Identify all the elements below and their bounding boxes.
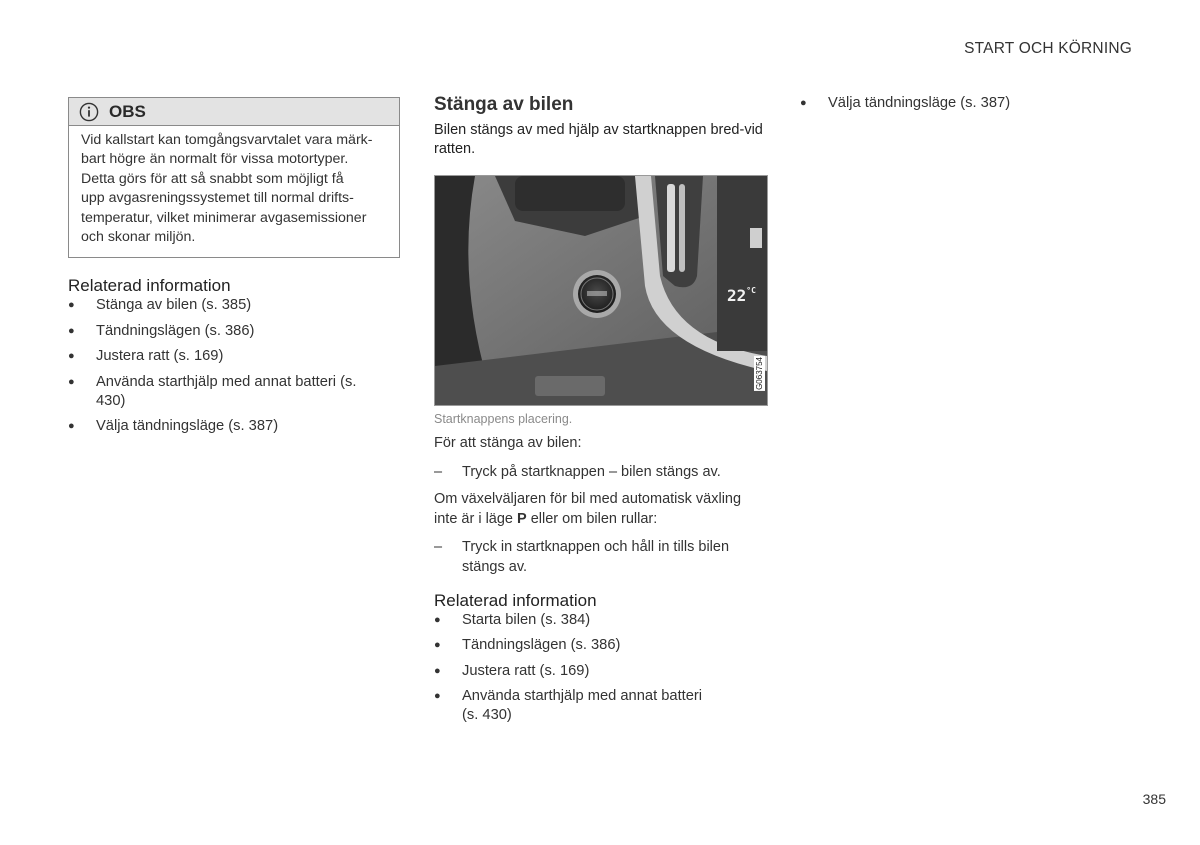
note-text: [69, 126, 399, 257]
section-title: Stänga av bilen: [434, 94, 574, 115]
note-line: upp avgasreningssystemet till normal drifts-: [81, 190, 354, 207]
left-column: [68, 97, 400, 442]
temperature-unit: °C: [746, 286, 756, 295]
related-link[interactable]: ● Starta bilen (s. 384): [434, 611, 768, 630]
related-link[interactable]: ● Välja tändningsläge (s. 387): [68, 417, 400, 436]
note-line: Detta görs för att så snabbt som möjligt få: [81, 170, 344, 187]
note-header: [69, 98, 399, 126]
lead-text: Bilen stängs av med hjälp av startknappen bred-vid ratten.: [434, 122, 763, 157]
condition-text: [434, 490, 768, 529]
info-icon: [79, 102, 99, 122]
related-link[interactable]: ● Välja tändningsläge (s. 387): [800, 94, 1130, 113]
start-button-photo: [434, 175, 768, 406]
related-link[interactable]: ● Tändningslägen (s. 386): [434, 636, 768, 655]
instruction-intro: För att stänga av bilen:: [434, 435, 582, 451]
condition-text-part: eller om bilen rullar:: [526, 510, 658, 527]
gear-position: P: [517, 510, 527, 527]
note-line: Vid kallstart kan tomgångsvarvtalet vara märk-: [81, 132, 373, 148]
related-link[interactable]: ● Använda starthjälp med annat batteri (s. 430): [68, 373, 366, 411]
image-code: G063754: [755, 357, 764, 390]
related-info-list: [68, 296, 400, 436]
condition-text-part: Om växelväljaren för bil med automatisk växling inte är i läge: [434, 491, 742, 527]
related-info-heading: Relaterad information: [434, 591, 597, 610]
related-info-heading: Relaterad information: [68, 276, 231, 296]
page-number: 385: [1142, 791, 1166, 807]
related-link[interactable]: ● Använda starthjälp med annat batteri (s. 430): [434, 687, 722, 725]
note-line: temperatur, vilket minimerar avgasemissioner: [81, 209, 367, 226]
middle-column: [434, 94, 768, 732]
right-column: [800, 94, 1130, 119]
related-link[interactable]: ● Tändningslägen (s. 386): [68, 322, 400, 341]
instruction-step: – Tryck på startknappen – bilen stängs av.: [434, 463, 768, 483]
note-line: och skonar miljön.: [81, 229, 196, 246]
temperature-value: 22: [727, 286, 747, 305]
related-link[interactable]: ● Justera ratt (s. 169): [68, 347, 400, 366]
note-line: bart högre än normalt för vissa motortyper.: [81, 151, 349, 168]
related-link[interactable]: ● Justera ratt (s. 169): [434, 662, 768, 681]
note-title: OBS: [109, 101, 146, 121]
related-info-list: [800, 94, 1130, 113]
image-caption: Startknappens placering.: [434, 412, 573, 426]
section-header: START OCH KÖRNING: [964, 40, 1132, 57]
related-info-list: [434, 611, 768, 725]
note-box: [68, 97, 400, 258]
dashboard-illustration: [435, 176, 767, 405]
instruction-step: – Tryck in startknappen och håll in tills bilen stängs av.: [434, 538, 768, 577]
related-link[interactable]: ● Stänga av bilen (s. 385): [68, 296, 400, 315]
display-temperature: [727, 286, 756, 305]
